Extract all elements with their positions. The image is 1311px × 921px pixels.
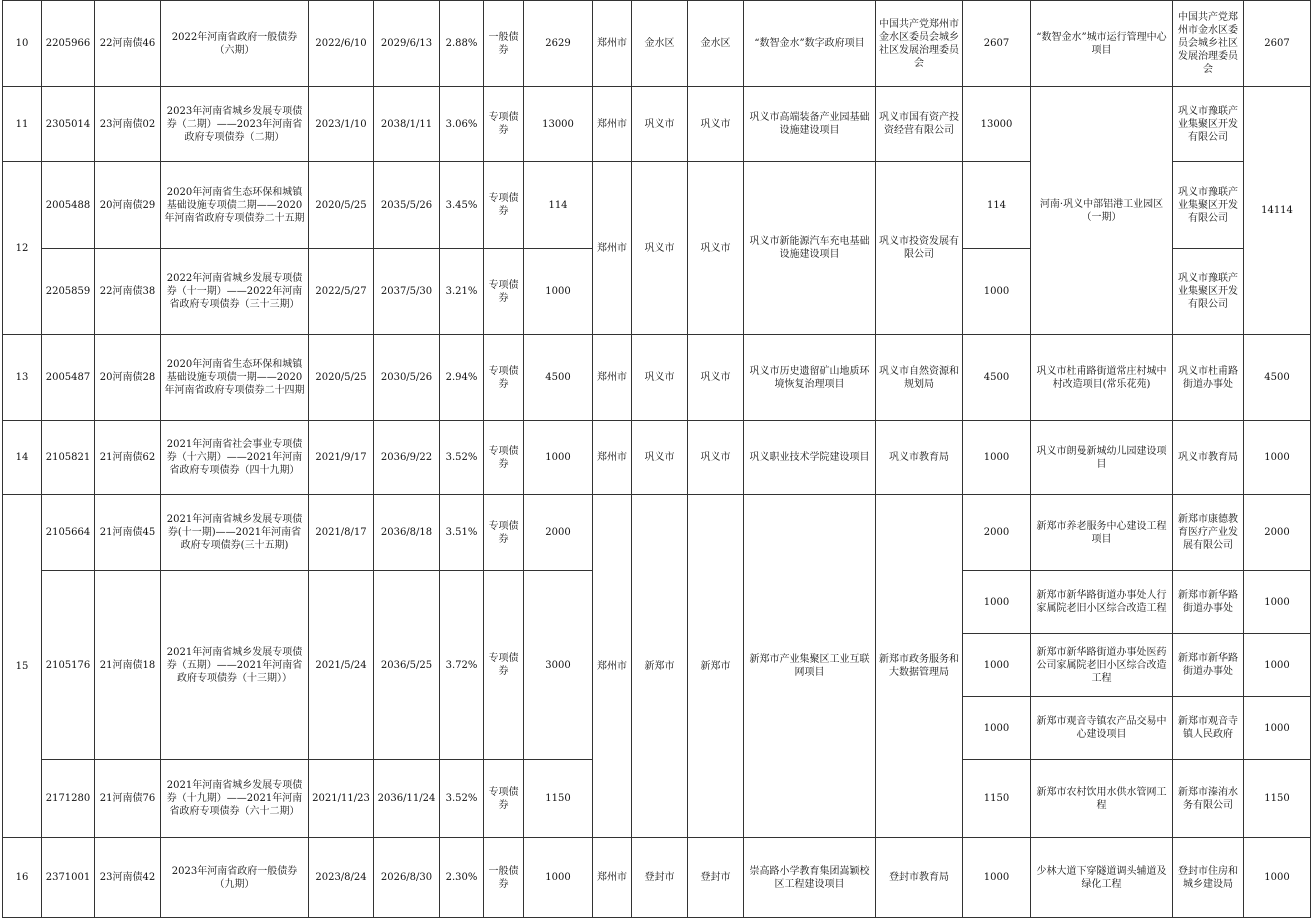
bond-code: 2105664 — [42, 495, 95, 571]
new-project: 巩义市朗曼新城幼儿园建设项目 — [1031, 421, 1173, 495]
adjusted-amount: 114 — [963, 162, 1031, 249]
bond-short-name: 21河南债45 — [95, 495, 161, 571]
table-row — [3, 87, 1311, 162]
issue-date: 2021/5/24 — [309, 571, 374, 760]
county-level: 巩义市 — [688, 335, 744, 421]
coupon-rate: 3.52% — [440, 760, 484, 838]
new-unit: 巩义市豫联产业集聚区开发有限公司 — [1173, 162, 1244, 249]
bond-full-name: 2021年河南省城乡发展专项债券（十九期）——2021年河南省政府专项债券（六十二期） — [161, 760, 309, 838]
adjusted-amount: 1150 — [963, 760, 1031, 838]
bond-short-name: 21河南债76 — [95, 760, 161, 838]
bond-full-name: 2023年河南省城乡发展专项债券（二期）——2023年河南省政府专项债券（二期） — [161, 87, 309, 162]
original-project: 崇高路小学教育集团嵩颖校区工程建设项目 — [744, 838, 876, 918]
new-project: 新郑市新华路街道办事处人行家属院老旧小区综合改造工程 — [1031, 571, 1173, 634]
bond-full-name: 2020年河南省生态环保和城镇基础设施专项债一期——2020年河南省政府专项债券二十四期 — [161, 335, 309, 421]
new-project: 新郑市观音寺镇农产品交易中心建设项目 — [1031, 697, 1173, 760]
new-unit: 巩义市豫联产业集聚区开发有限公司 — [1173, 249, 1244, 335]
new-unit: 新郑市新华路街道办事处 — [1173, 634, 1244, 697]
maturity-date: 2036/9/22 — [374, 421, 440, 495]
new-unit: 新郑市观音寺镇人民政府 — [1173, 697, 1244, 760]
county: 巩义市 — [632, 162, 688, 335]
bond-code: 2171280 — [42, 760, 95, 838]
table-row — [3, 495, 1311, 571]
county: 登封市 — [632, 838, 688, 918]
bond-amount: 13000 — [524, 87, 593, 162]
bond-amount: 2629 — [524, 1, 593, 87]
original-unit: 新郑市政务服务和大数据管理局 — [876, 495, 963, 838]
bond-amount: 1000 — [524, 838, 593, 918]
adjusted-amount: 1000 — [963, 571, 1031, 634]
bond-short-name: 22河南债38 — [95, 249, 161, 335]
original-project: 新郑市产业集聚区工业互联网项目 — [744, 495, 876, 838]
new-unit: 新郑市溱洧水务有限公司 — [1173, 760, 1244, 838]
row-number: 11 — [3, 87, 42, 162]
maturity-date: 2030/5/26 — [374, 335, 440, 421]
bond-code: 2105821 — [42, 421, 95, 495]
row-number: 12 — [3, 162, 42, 335]
bond-short-name: 20河南债29 — [95, 162, 161, 249]
new-amount: 1000 — [1244, 421, 1311, 495]
new-project: 河南·巩义中部铝港工业园区（一期） — [1031, 87, 1173, 335]
maturity-date: 2036/11/24 — [374, 760, 440, 838]
bond-code: 2371001 — [42, 838, 95, 918]
table-row — [3, 838, 1311, 918]
county-level: 巩义市 — [688, 87, 744, 162]
original-unit: 巩义市自然资源和规划局 — [876, 335, 963, 421]
county-level: 巩义市 — [688, 162, 744, 335]
issue-date: 2021/9/17 — [309, 421, 374, 495]
bond-code: 2105176 — [42, 571, 95, 760]
bond-short-name: 23河南债42 — [95, 838, 161, 918]
bond-code: 2205859 — [42, 249, 95, 335]
bond-type: 专项债券 — [484, 760, 524, 838]
new-amount: 14114 — [1244, 87, 1311, 335]
county: 巩义市 — [632, 421, 688, 495]
adjusted-amount: 1000 — [963, 697, 1031, 760]
bond-code: 2005487 — [42, 335, 95, 421]
bond-short-name: 22河南债46 — [95, 1, 161, 87]
new-amount: 1000 — [1244, 634, 1311, 697]
coupon-rate: 3.45% — [440, 162, 484, 249]
original-project: 巩义市高端装备产业园基础设施建设项目 — [744, 87, 876, 162]
bond-amount: 2000 — [524, 495, 593, 571]
bond-type: 专项债券 — [484, 421, 524, 495]
adjusted-amount: 4500 — [963, 335, 1031, 421]
new-amount: 2607 — [1244, 1, 1311, 87]
bond-amount: 114 — [524, 162, 593, 249]
coupon-rate: 3.06% — [440, 87, 484, 162]
row-number: 16 — [3, 838, 42, 918]
new-unit: 巩义市杜甫路街道办事处 — [1173, 335, 1244, 421]
bond-full-name: 2022年河南省政府一般债券（六期） — [161, 1, 309, 87]
issue-date: 2021/11/23 — [309, 760, 374, 838]
original-unit: 巩义市投资发展有限公司 — [876, 162, 963, 335]
bond-short-name: 21河南债18 — [95, 571, 161, 760]
maturity-date: 2026/8/30 — [374, 838, 440, 918]
maturity-date: 2029/6/13 — [374, 1, 440, 87]
issue-date: 2022/6/10 — [309, 1, 374, 87]
city: 郑州市 — [593, 495, 632, 838]
original-project: “数智金水”数字政府项目 — [744, 1, 876, 87]
new-unit: 新郑市康德教育医疗产业发展有限公司 — [1173, 495, 1244, 571]
bond-full-name: 2020年河南省生态环保和城镇基础设施专项债二期——2020年河南省政府专项债券二十五期 — [161, 162, 309, 249]
maturity-date: 2035/5/26 — [374, 162, 440, 249]
row-number: 14 — [3, 421, 42, 495]
county-level: 金水区 — [688, 1, 744, 87]
bond-full-name: 2021年河南省城乡发展专项债券（五期）——2021年河南省政府专项债券（十三期）） — [161, 571, 309, 760]
adjusted-amount: 1000 — [963, 421, 1031, 495]
bond-amount: 4500 — [524, 335, 593, 421]
county-level: 新郑市 — [688, 495, 744, 838]
bond-type: 一般债券 — [484, 1, 524, 87]
bond-type: 一般债券 — [484, 838, 524, 918]
adjusted-amount: 1000 — [963, 249, 1031, 335]
new-amount: 1000 — [1244, 571, 1311, 634]
bond-type: 专项债券 — [484, 162, 524, 249]
city: 郑州市 — [593, 162, 632, 335]
adjusted-amount: 13000 — [963, 87, 1031, 162]
new-project: 新郑市农村饮用水供水管网工程 — [1031, 760, 1173, 838]
new-amount: 1000 — [1244, 838, 1311, 918]
new-unit: 登封市住房和城乡建设局 — [1173, 838, 1244, 918]
table-row — [3, 1, 1311, 87]
adjusted-amount: 2607 — [963, 1, 1031, 87]
bond-amount: 1000 — [524, 249, 593, 335]
bond-type: 专项债券 — [484, 249, 524, 335]
county-level: 巩义市 — [688, 421, 744, 495]
new-amount: 1000 — [1244, 697, 1311, 760]
city: 郑州市 — [593, 421, 632, 495]
issue-date: 2022/5/27 — [309, 249, 374, 335]
city: 郑州市 — [593, 87, 632, 162]
original-project: 巩义市新能源汽车充电基础设施建设项目 — [744, 162, 876, 335]
issue-date: 2023/1/10 — [309, 87, 374, 162]
new-unit: 新郑市新华路街道办事处 — [1173, 571, 1244, 634]
row-number: 13 — [3, 335, 42, 421]
adjusted-amount: 2000 — [963, 495, 1031, 571]
original-unit: 巩义市国有资产投资经营有限公司 — [876, 87, 963, 162]
bond-type: 专项债券 — [484, 87, 524, 162]
new-project: “数智金水”城市运行管理中心项目 — [1031, 1, 1173, 87]
new-amount: 2000 — [1244, 495, 1311, 571]
coupon-rate: 3.72% — [440, 571, 484, 760]
coupon-rate: 3.51% — [440, 495, 484, 571]
original-project: 巩义市历史遗留矿山地质环境恢复治理项目 — [744, 335, 876, 421]
bond-full-name: 2021年河南省社会事业专项债券（十六期）——2021年河南省政府专项债券（四十九期） — [161, 421, 309, 495]
coupon-rate: 3.52% — [440, 421, 484, 495]
coupon-rate: 2.94% — [440, 335, 484, 421]
maturity-date: 2036/5/25 — [374, 571, 440, 760]
county-level: 登封市 — [688, 838, 744, 918]
new-amount: 4500 — [1244, 335, 1311, 421]
bond-amount: 1000 — [524, 421, 593, 495]
new-amount: 1150 — [1244, 760, 1311, 838]
issue-date: 2020/5/25 — [309, 335, 374, 421]
city: 郑州市 — [593, 838, 632, 918]
bond-code: 2205966 — [42, 1, 95, 87]
issue-date: 2023/8/24 — [309, 838, 374, 918]
bond-type: 专项债券 — [484, 495, 524, 571]
new-unit: 中国共产党郑州市金水区委员会城乡社区发展治理委员会 — [1173, 1, 1244, 87]
row-number: 15 — [3, 495, 42, 838]
bond-type: 专项债券 — [484, 335, 524, 421]
bond-code: 2305014 — [42, 87, 95, 162]
bond-type: 专项债券 — [484, 571, 524, 760]
county: 金水区 — [632, 1, 688, 87]
bond-code: 2005488 — [42, 162, 95, 249]
table-row — [3, 335, 1311, 421]
original-unit: 登封市教育局 — [876, 838, 963, 918]
new-unit: 巩义市豫联产业集聚区开发有限公司 — [1173, 87, 1244, 162]
new-project: 巩义市杜甫路街道常庄村城中村改造项目(常乐花苑) — [1031, 335, 1173, 421]
bond-full-name: 2023年河南省政府一般债券（九期） — [161, 838, 309, 918]
city: 郑州市 — [593, 335, 632, 421]
bond-short-name: 21河南债62 — [95, 421, 161, 495]
maturity-date: 2036/8/18 — [374, 495, 440, 571]
original-unit: 中国共产党郑州市金水区委员会城乡社区发展治理委员会 — [876, 1, 963, 87]
issue-date: 2021/8/17 — [309, 495, 374, 571]
adjusted-amount: 1000 — [963, 634, 1031, 697]
new-project: 新郑市养老服务中心建设工程项目 — [1031, 495, 1173, 571]
county: 巩义市 — [632, 335, 688, 421]
adjusted-amount: 1000 — [963, 838, 1031, 918]
original-unit: 巩义市教育局 — [876, 421, 963, 495]
bond-amount: 3000 — [524, 571, 593, 760]
bond-full-name: 2021年河南省城乡发展专项债券(十一期)——2021年河南省政府专项债券(三十五期) — [161, 495, 309, 571]
bond-adjustment-table — [2, 0, 1311, 918]
county: 巩义市 — [632, 87, 688, 162]
new-unit: 巩义市教育局 — [1173, 421, 1244, 495]
row-number: 10 — [3, 1, 42, 87]
coupon-rate: 3.21% — [440, 249, 484, 335]
maturity-date: 2037/5/30 — [374, 249, 440, 335]
county: 新郑市 — [632, 495, 688, 838]
new-project: 新郑市新华路街道办事处医药公司家属院老旧小区综合改造工程 — [1031, 634, 1173, 697]
bond-amount: 1150 — [524, 760, 593, 838]
bond-full-name: 2022年河南省城乡发展专项债券（十一期）——2022年河南省政府专项债券（三十三期） — [161, 249, 309, 335]
new-project: 少林大道下穿隧道调头辅道及绿化工程 — [1031, 838, 1173, 918]
original-project: 巩义职业技术学院建设项目 — [744, 421, 876, 495]
table-row — [3, 421, 1311, 495]
bond-short-name: 23河南债02 — [95, 87, 161, 162]
maturity-date: 2038/1/11 — [374, 87, 440, 162]
issue-date: 2020/5/25 — [309, 162, 374, 249]
city: 郑州市 — [593, 1, 632, 87]
coupon-rate: 2.30% — [440, 838, 484, 918]
bond-short-name: 20河南债28 — [95, 335, 161, 421]
coupon-rate: 2.88% — [440, 1, 484, 87]
